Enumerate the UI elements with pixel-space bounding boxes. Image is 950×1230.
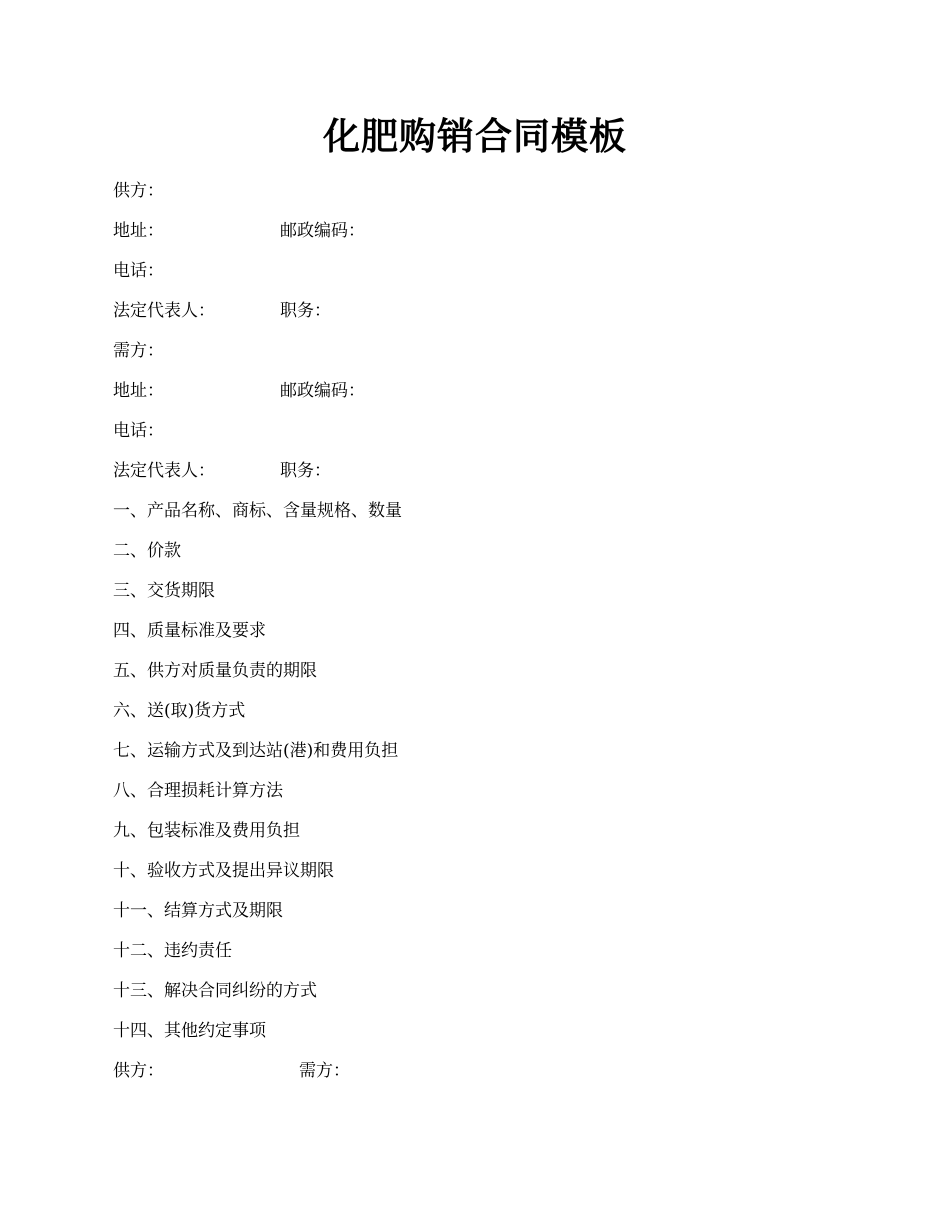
supplier-postcode-label: 邮政编码： (280, 221, 365, 241)
buyer-phone-label: 电话： (113, 421, 164, 441)
clause-4: 四、质量标准及要求 (113, 621, 266, 641)
document-title: 化肥购销合同模板 (323, 114, 627, 158)
supplier-party-label: 供方： (113, 181, 164, 201)
signature-buyer-label: 需方： (299, 1061, 350, 1081)
supplier-phone-label: 电话： (113, 261, 164, 281)
clause-13: 十三、解决合同纠纷的方式 (113, 981, 317, 1001)
clause-5: 五、供方对质量负责的期限 (113, 661, 317, 681)
clause-1: 一、产品名称、商标、含量规格、数量 (113, 501, 402, 521)
clause-11: 十一、结算方式及期限 (113, 901, 283, 921)
supplier-address-label: 地址： (113, 221, 164, 241)
buyer-address-line (113, 378, 853, 418)
supplier-position-label: 职务： (280, 301, 331, 321)
clause-2: 二、价款 (113, 541, 181, 561)
buyer-phone-line (113, 418, 853, 458)
signature-supplier-label: 供方： (113, 1061, 164, 1081)
buyer-party-label: 需方： (113, 341, 164, 361)
clause-7: 七、运输方式及到达站(港)和费用负担 (113, 741, 399, 761)
supplier-address-line (113, 218, 853, 258)
buyer-address-label: 地址： (113, 381, 164, 401)
clause-6: 六、送(取)货方式 (113, 701, 246, 721)
contract-body (113, 178, 853, 1098)
buyer-legal-rep-line (113, 458, 853, 498)
clause-14: 十四、其他约定事项 (113, 1021, 266, 1041)
supplier-party-line (113, 178, 853, 218)
buyer-legal-rep-label: 法定代表人： (113, 461, 215, 481)
signature-line (113, 1058, 853, 1098)
supplier-legal-rep-label: 法定代表人： (113, 301, 215, 321)
buyer-position-label: 职务： (280, 461, 331, 481)
supplier-phone-line (113, 258, 853, 298)
clause-10: 十、验收方式及提出异议期限 (113, 861, 334, 881)
buyer-postcode-label: 邮政编码： (280, 381, 365, 401)
clause-3: 三、交货期限 (113, 581, 215, 601)
buyer-party-line (113, 338, 853, 378)
clause-9: 九、包装标准及费用负担 (113, 821, 300, 841)
clause-8: 八、合理损耗计算方法 (113, 781, 283, 801)
clause-12: 十二、违约责任 (113, 941, 232, 961)
supplier-legal-rep-line (113, 298, 853, 338)
